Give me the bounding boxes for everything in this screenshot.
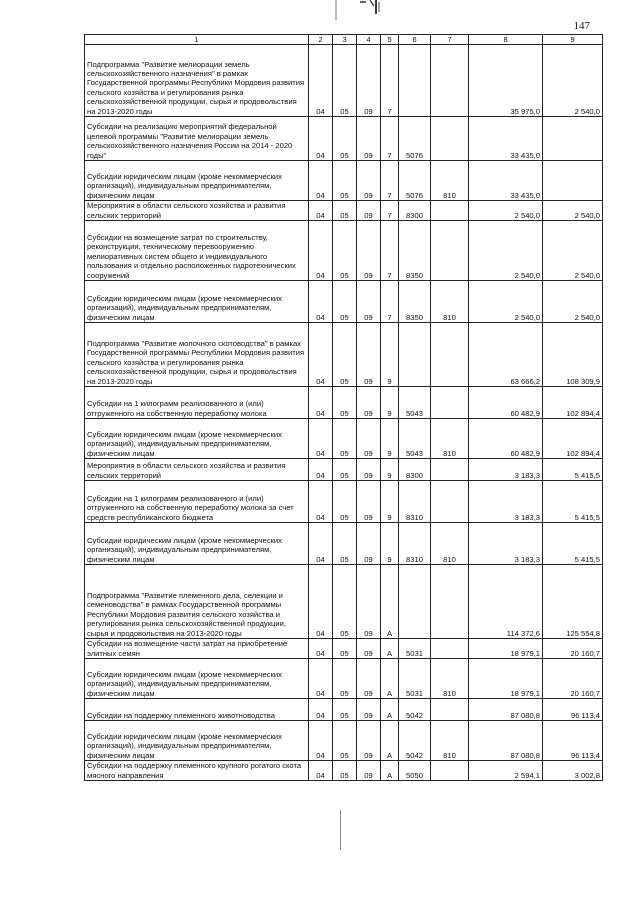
cell-col-8: 87 080,8 <box>469 721 543 761</box>
table-row <box>85 117 603 161</box>
cell-col-3: 05 <box>333 459 357 481</box>
row-name: Субсидии юридическим лицам (кроме некоммерческих организаций), индивидуальным предпринимателям, физическим лицам <box>85 419 309 459</box>
column-header-5: 5 <box>381 35 399 45</box>
table-row <box>85 281 603 323</box>
cell-col-2: 04 <box>309 481 333 523</box>
cell-col-7: 810 <box>431 281 469 323</box>
cell-col-4: 09 <box>357 639 381 659</box>
cell-col-4: 09 <box>357 419 381 459</box>
table-row <box>85 659 603 699</box>
row-name: Субсидии на возмещение части затрат на приобретение элитных семян <box>85 639 309 659</box>
cell-col-3: 05 <box>333 221 357 281</box>
cell-col-7: 810 <box>431 659 469 699</box>
cell-col-3: 05 <box>333 639 357 659</box>
cell-col-6 <box>399 45 431 117</box>
scan-mark-bottom <box>340 810 361 850</box>
cell-col-7: 810 <box>431 523 469 565</box>
cell-col-7 <box>431 565 469 639</box>
cell-col-6: 5043 <box>399 387 431 419</box>
cell-col-3: 05 <box>333 523 357 565</box>
row-name: Субсидии юридическим лицам (кроме некоммерческих организаций), индивидуальным предпринимателям, физическим лицам <box>85 161 309 201</box>
row-name: Подпрограмма "Развитие племенного дела, селекции и семеноводства" в рамках Государственной программы Республики Мордовия развития сельского хозяйства и регулирования рынка сельскохозяйственной продукции, сырья и продовольствия на 2013-2020 годы <box>85 565 309 639</box>
budget-table <box>84 34 603 781</box>
cell-col-4: 09 <box>357 659 381 699</box>
cell-col-8: 18 979,1 <box>469 659 543 699</box>
cell-col-4: 09 <box>357 565 381 639</box>
cell-col-2: 04 <box>309 161 333 201</box>
header-row <box>85 35 603 45</box>
cell-col-4: 09 <box>357 117 381 161</box>
cell-col-5: А <box>381 699 399 721</box>
row-name: Субсидии юридическим лицам (кроме некоммерческих организаций), индивидуальным предпринимателям, физическим лицам <box>85 523 309 565</box>
column-header-3: 3 <box>333 35 357 45</box>
column-header-8: 8 <box>469 35 543 45</box>
table-row <box>85 565 603 639</box>
cell-col-4: 09 <box>357 221 381 281</box>
table-row <box>85 639 603 659</box>
row-name: Субсидии юридическим лицам (кроме некоммерческих организаций), индивидуальным предпринимателям, физическим лицам <box>85 281 309 323</box>
cell-col-2: 04 <box>309 419 333 459</box>
cell-col-5: 7 <box>381 45 399 117</box>
cell-col-9 <box>543 117 603 161</box>
cell-col-8: 114 372,6 <box>469 565 543 639</box>
cell-col-6: 5076 <box>399 117 431 161</box>
cell-col-9: 20 160,7 <box>543 659 603 699</box>
cell-col-4: 09 <box>357 459 381 481</box>
row-name: Субсидии на реализацию мероприятий федеральной целевой программы "Развитие мелиорации земель сельскохозяйственного назначения России на 2014 - 2020 годы" <box>85 117 309 161</box>
cell-col-7 <box>431 117 469 161</box>
cell-col-4: 09 <box>357 699 381 721</box>
cell-col-3: 05 <box>333 323 357 387</box>
cell-col-9: 2 540,0 <box>543 221 603 281</box>
cell-col-5: А <box>381 565 399 639</box>
cell-col-3: 05 <box>333 699 357 721</box>
column-header-1: 1 <box>85 35 309 45</box>
scan-mark <box>330 0 430 20</box>
cell-col-7 <box>431 481 469 523</box>
cell-col-6 <box>399 565 431 639</box>
cell-col-4: 09 <box>357 481 381 523</box>
row-name: Субсидии юридическим лицам (кроме некоммерческих организаций), индивидуальным предпринимателям, физическим лицам <box>85 659 309 699</box>
cell-col-4: 09 <box>357 323 381 387</box>
row-name: Субсидии на поддержку племенного крупного рогатого скота мясного направления <box>85 761 309 781</box>
row-name: Мероприятия в области сельского хозяйства и развития сельских территорий <box>85 201 309 221</box>
cell-col-9: 5 415,5 <box>543 523 603 565</box>
cell-col-7 <box>431 323 469 387</box>
cell-col-8: 3 183,3 <box>469 459 543 481</box>
table-row <box>85 201 603 221</box>
cell-col-5: 7 <box>381 281 399 323</box>
cell-col-5: 9 <box>381 387 399 419</box>
cell-col-6: 5031 <box>399 659 431 699</box>
row-name: Подпрограмма "Развитие мелиорации земель сельскохозяйственного назначения" в рамках Государственной программы Республики Мордовия развития сельского хозяйства и регулирования рынка сельскохозяйственной продукции, сырья и продовольствия на 2013-2020 годы <box>85 45 309 117</box>
cell-col-8: 33 435,0 <box>469 161 543 201</box>
cell-col-6: 8300 <box>399 459 431 481</box>
cell-col-9: 2 540,0 <box>543 201 603 221</box>
cell-col-3: 05 <box>333 721 357 761</box>
cell-col-9: 5 415,5 <box>543 459 603 481</box>
cell-col-2: 04 <box>309 761 333 781</box>
cell-col-6: 5076 <box>399 161 431 201</box>
table-row <box>85 45 603 117</box>
cell-col-4: 09 <box>357 201 381 221</box>
cell-col-5: 7 <box>381 117 399 161</box>
cell-col-2: 04 <box>309 523 333 565</box>
cell-col-7 <box>431 221 469 281</box>
row-name: Субсидии на возмещение затрат по строительству, реконструкции, техническому перевооружению мелиоративных систем общего и индивидуального пользования и отдельно расположенных гидротехнических сооружений <box>85 221 309 281</box>
cell-col-3: 05 <box>333 659 357 699</box>
table-row <box>85 699 603 721</box>
cell-col-9: 2 540,0 <box>543 281 603 323</box>
cell-col-9: 125 554,8 <box>543 565 603 639</box>
cell-col-9: 20 160,7 <box>543 639 603 659</box>
cell-col-6: 5050 <box>399 761 431 781</box>
cell-col-2: 04 <box>309 721 333 761</box>
table-row <box>85 459 603 481</box>
table-row <box>85 721 603 761</box>
row-name: Субсидии юридическим лицам (кроме некоммерческих организаций), индивидуальным предпринимателям, физическим лицам <box>85 721 309 761</box>
table-row <box>85 323 603 387</box>
page-number: 147 <box>573 20 590 32</box>
cell-col-3: 05 <box>333 565 357 639</box>
table-row <box>85 387 603 419</box>
cell-col-8: 2 594,1 <box>469 761 543 781</box>
cell-col-7 <box>431 699 469 721</box>
cell-col-3: 05 <box>333 419 357 459</box>
cell-col-8: 3 183,3 <box>469 481 543 523</box>
cell-col-4: 09 <box>357 721 381 761</box>
cell-col-8: 87 080,8 <box>469 699 543 721</box>
cell-col-9: 102 894,4 <box>543 419 603 459</box>
cell-col-9: 96 113,4 <box>543 721 603 761</box>
column-header-7: 7 <box>431 35 469 45</box>
cell-col-7 <box>431 45 469 117</box>
cell-col-5: 9 <box>381 481 399 523</box>
table-row <box>85 419 603 459</box>
cell-col-9 <box>543 161 603 201</box>
cell-col-7 <box>431 639 469 659</box>
cell-col-7 <box>431 201 469 221</box>
column-header-4: 4 <box>357 35 381 45</box>
cell-col-7: 810 <box>431 721 469 761</box>
cell-col-9: 3 002,8 <box>543 761 603 781</box>
cell-col-6: 8310 <box>399 481 431 523</box>
cell-col-6: 8310 <box>399 523 431 565</box>
cell-col-6 <box>399 323 431 387</box>
cell-col-8: 60 482,9 <box>469 419 543 459</box>
cell-col-8: 35 975,0 <box>469 45 543 117</box>
row-name: Субсидии на 1 килограмм реализованного и (или) отгруженного на собственную переработку молока <box>85 387 309 419</box>
cell-col-7 <box>431 459 469 481</box>
cell-col-8: 18 979,1 <box>469 639 543 659</box>
column-header-6: 6 <box>399 35 431 45</box>
cell-col-3: 05 <box>333 45 357 117</box>
cell-col-2: 04 <box>309 565 333 639</box>
table-row <box>85 221 603 281</box>
cell-col-5: А <box>381 659 399 699</box>
cell-col-5: А <box>381 721 399 761</box>
cell-col-5: 7 <box>381 201 399 221</box>
cell-col-2: 04 <box>309 45 333 117</box>
cell-col-6: 8300 <box>399 201 431 221</box>
cell-col-7: 810 <box>431 161 469 201</box>
table-row <box>85 761 603 781</box>
cell-col-3: 05 <box>333 201 357 221</box>
cell-col-2: 04 <box>309 323 333 387</box>
cell-col-5: А <box>381 761 399 781</box>
row-name: Субсидии на поддержку племенного животноводства <box>85 699 309 721</box>
cell-col-2: 04 <box>309 281 333 323</box>
row-name: Мероприятия в области сельского хозяйства и развития сельских территорий <box>85 459 309 481</box>
cell-col-2: 04 <box>309 387 333 419</box>
cell-col-8: 2 540,0 <box>469 281 543 323</box>
cell-col-9: 102 894,4 <box>543 387 603 419</box>
cell-col-6: 5043 <box>399 419 431 459</box>
cell-col-2: 04 <box>309 699 333 721</box>
cell-col-2: 04 <box>309 459 333 481</box>
cell-col-2: 04 <box>309 221 333 281</box>
table-row <box>85 481 603 523</box>
column-header-2: 2 <box>309 35 333 45</box>
cell-col-2: 04 <box>309 639 333 659</box>
cell-col-9: 2 540,0 <box>543 45 603 117</box>
cell-col-8: 60 482,9 <box>469 387 543 419</box>
cell-col-4: 09 <box>357 281 381 323</box>
cell-col-4: 09 <box>357 45 381 117</box>
cell-col-9: 5 415,5 <box>543 481 603 523</box>
cell-col-7 <box>431 761 469 781</box>
cell-col-6: 8350 <box>399 221 431 281</box>
table-row <box>85 161 603 201</box>
cell-col-3: 05 <box>333 481 357 523</box>
cell-col-5: 9 <box>381 323 399 387</box>
cell-col-4: 09 <box>357 161 381 201</box>
cell-col-5: 7 <box>381 221 399 281</box>
cell-col-7 <box>431 387 469 419</box>
cell-col-3: 05 <box>333 117 357 161</box>
cell-col-8: 2 540,0 <box>469 221 543 281</box>
table-row <box>85 523 603 565</box>
cell-col-9: 96 113,4 <box>543 699 603 721</box>
cell-col-8: 3 183,3 <box>469 523 543 565</box>
cell-col-8: 63 666,2 <box>469 323 543 387</box>
cell-col-6: 5042 <box>399 721 431 761</box>
cell-col-2: 04 <box>309 201 333 221</box>
cell-col-8: 2 540,0 <box>469 201 543 221</box>
cell-col-9: 108 309,9 <box>543 323 603 387</box>
cell-col-6: 5031 <box>399 639 431 659</box>
row-name: Субсидии на 1 килограмм реализованного и (или) отгруженного на собственную переработку молока за счет средств республиканского бюджета <box>85 481 309 523</box>
column-header-9: 9 <box>543 35 603 45</box>
cell-col-6: 8350 <box>399 281 431 323</box>
cell-col-3: 05 <box>333 281 357 323</box>
cell-col-5: 7 <box>381 161 399 201</box>
table-body <box>85 45 603 781</box>
cell-col-2: 04 <box>309 117 333 161</box>
cell-col-3: 05 <box>333 161 357 201</box>
cell-col-6: 5042 <box>399 699 431 721</box>
cell-col-7: 810 <box>431 419 469 459</box>
cell-col-2: 04 <box>309 659 333 699</box>
cell-col-3: 05 <box>333 387 357 419</box>
cell-col-5: 9 <box>381 459 399 481</box>
cell-col-8: 33 435,0 <box>469 117 543 161</box>
row-name: Подпрограмма "Развитие молочного скотоводства" в рамках Государственной программы Республики Мордовия развития сельского хозяйства и регулирования рынка сельскохозяйственной продукции, сырья и продовольствия на 2013-2020 годы <box>85 323 309 387</box>
cell-col-4: 09 <box>357 387 381 419</box>
cell-col-5: А <box>381 639 399 659</box>
cell-col-5: 9 <box>381 523 399 565</box>
cell-col-5: 9 <box>381 419 399 459</box>
cell-col-3: 05 <box>333 761 357 781</box>
cell-col-4: 09 <box>357 523 381 565</box>
cell-col-4: 09 <box>357 761 381 781</box>
